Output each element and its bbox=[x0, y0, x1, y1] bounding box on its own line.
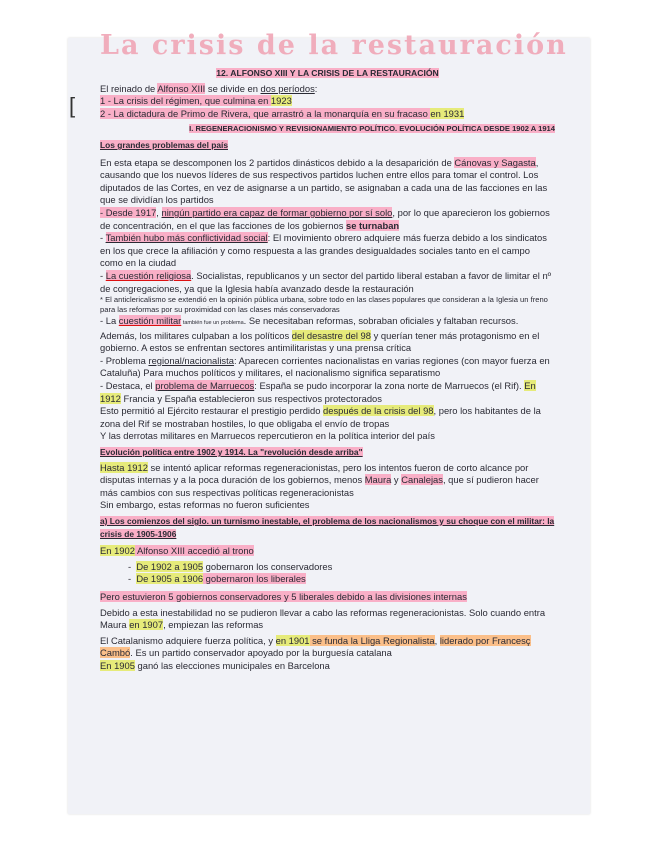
brace-mark: [ bbox=[69, 93, 76, 119]
subheading-evolution: Evolución política entre 1902 y 1914. La "revolución desde arriba" bbox=[100, 447, 363, 458]
paragraph: El Catalanismo adquiere fuerza política, y en 1901 se funda la Lliga Regionalista, liderado por Francesç Cambó. Es un partido conservador apoyado por la burguesía catalana bbox=[100, 634, 531, 659]
note: * El anticlericalismo se extendió en la opinión pública urbana, sobre todo en las clases populares que consideran a la Iglesia un freno para las reformas por su proximidad con las clases más conservadoras bbox=[100, 295, 548, 315]
paragraph: Debido a esta inestabilidad no se pudieron llevar a cabo las reformas regeneracionistas. Solo cuando entra Maura en 1907, empiezan las reformas bbox=[100, 606, 546, 631]
periods-list bbox=[69, 93, 555, 120]
period-1: 1 - La crisis del régimen, que culmina en 1923 bbox=[100, 95, 292, 107]
intro-line: El reinado de Alfonso XIII se divide en dos períodos: bbox=[100, 82, 318, 94]
paragraph: En 1905 ganó las elecciones municipales en Barcelona bbox=[100, 659, 330, 671]
paragraph: Hasta 1912 se intentó aplicar reformas regeneracionistas, pero los intentos fueron de corto alcance por disputas internas y a la poca duración de los gobiernos, menos Maura y Canalejas, que sí pudieron hacer más cambios con sus respectivas políticas regeneracionistas bbox=[100, 461, 539, 498]
paragraph: - Problema regional/nacionalista: Aparecen corrientes nacionalistas en varias regiones (con mayor fuerza en Cataluña) Para muchos políticos y militares, el nacionalismo significa separatismo bbox=[100, 354, 550, 379]
paragraph: - También hubo más conflictividad social: El movimiento obrero adquiere más fuerza debido a los sindicatos en los que crece la afiliación y como respuesta a las grandes desigualdades sociales tanto en el campo como en la ciudad bbox=[100, 232, 547, 269]
paragraph: En esta etapa se descomponen los 2 partidos dinásticos debido a la desaparición de Cánovas y Sagasta, causando que los nuevos líderes de sus respectivos partidos luchen entre ellos para tomar el control. Los diputados de las Cortes, en vez de asignarse a un partido, se asignaban a cada una de las facciones en las que se dividían los partidos bbox=[100, 156, 548, 206]
paragraph: Pero estuvieron 5 gobiernos conservadores y 5 liberales debido a las divisiones internas bbox=[100, 590, 467, 602]
paragraph: - La cuestión militar también fue un problema. Se necesitaban reformas, sobraban oficiales y faltaban recursos. Además, los militares culpaban a los políticos del desastre del 98 y querían tener más protagonismo en el gobierno. A estos se enfrentan sectores antimilitaristas y una prensa crítica bbox=[100, 315, 540, 354]
list-item: - De 1905 a 1906 gobernaron los liberales bbox=[128, 573, 306, 585]
subheading-a: a) Los comienzos del siglo. un turnismo inestable, el problema de los nacionalismos y su choque con el militar: la crisis de 1905-1906 bbox=[100, 516, 555, 539]
heading-text: 12. ALFONSO XIII Y LA CRISIS DE LA RESTAURACIÓN bbox=[216, 68, 439, 78]
period-2: 2 - La dictadura de Primo de Rivera, que arrastró a la monarquía en su fracaso en 1931 bbox=[100, 107, 465, 119]
paragraph: - Desde 1917, ningún partido era capaz de formar gobierno por sí solo, por lo que aparecieron los gobiernos de concentración, en el que las facciones de los gobiernos se turnaban bbox=[100, 206, 550, 231]
handwritten-title: La crisis de la restauración bbox=[100, 30, 568, 61]
paragraph: Sin embargo, estas reformas no fueron suficientes bbox=[100, 499, 310, 511]
list-item: - De 1902 a 1905 gobernaron los conservadores bbox=[128, 560, 333, 572]
paragraph: Y las derrotas militares en Marruecos repercutieron en la política interior del país bbox=[100, 430, 435, 442]
paragraph: Esto permitió al Ejército restaurar el prestigio perdido después de la crisis del 98, pero los habitantes de la zona del Rif se mostraban hostiles, lo que obligaba el envío de tropas bbox=[100, 405, 541, 429]
paragraph: - La cuestión religiosa. Socialistas, republicanos y un sector del partido liberal estaban a favor de limitar el nº de congregaciones, ya que la Iglesia había avanzado desde la restauración bbox=[100, 269, 552, 294]
paragraph: En 1902 Alfonso XIII accedió al trono bbox=[100, 545, 254, 557]
paragraph: - Destaca, el problema de Marruecos: España se pudo incorporar la zona norte de Marruecos (el Rif). En 1912 Francia y España establecieron sus respectivos protectorados bbox=[100, 380, 536, 404]
section-1-title: I. REGENERACIONISMO Y REVISIONAMIENTO POLÍTICO. EVOLUCIÓN POLÍTICA DESDE 1902 A 1914 bbox=[189, 124, 555, 134]
document-content bbox=[69, 30, 568, 673]
subheading-problems: Los grandes problemas del país bbox=[100, 139, 228, 150]
